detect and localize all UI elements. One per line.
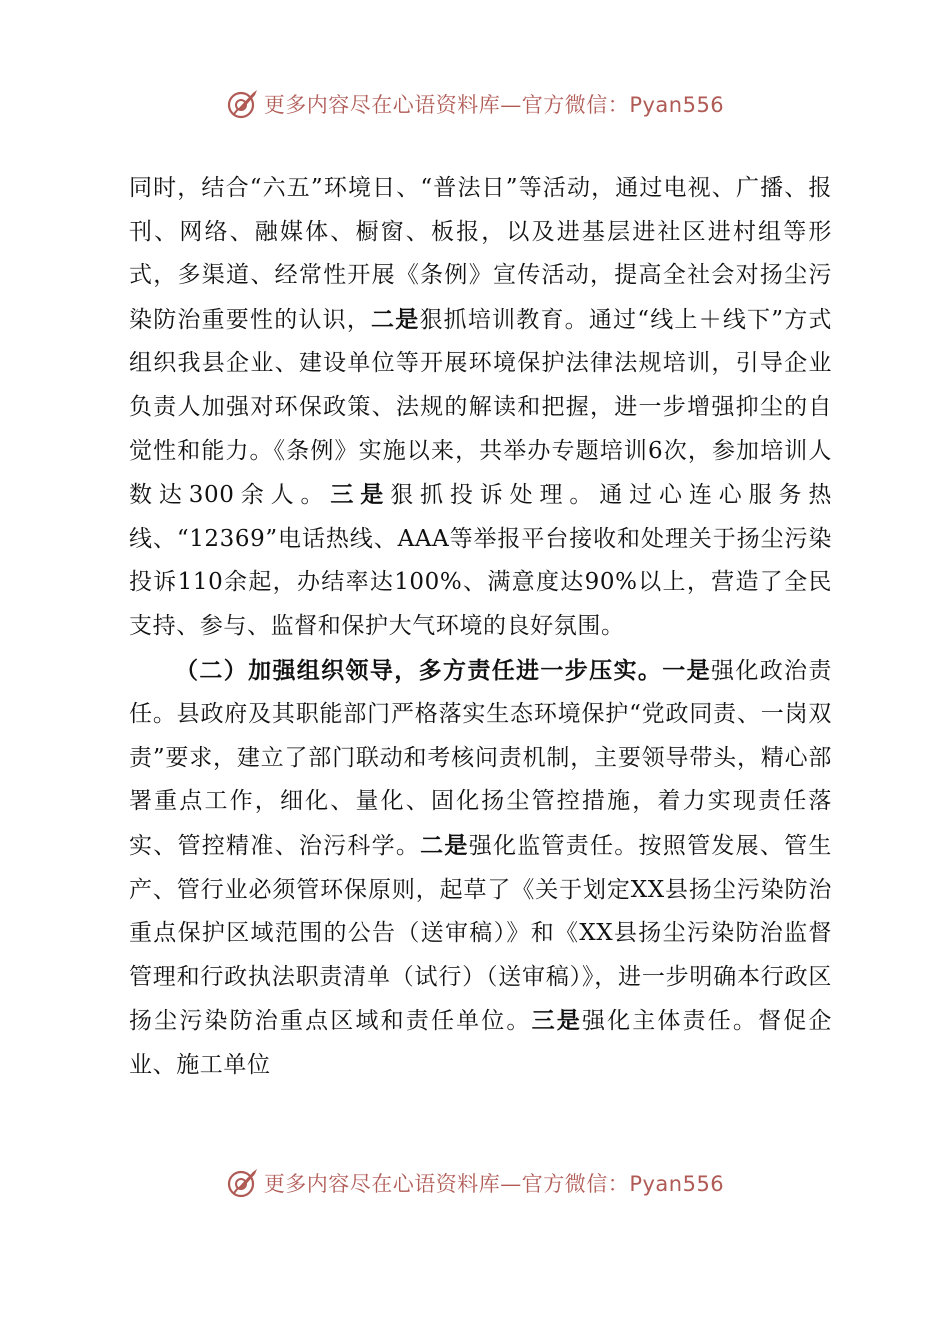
bold-run: 一是: [662, 656, 711, 684]
document-body: [129, 167, 832, 1087]
bold-run: 三是: [531, 1007, 582, 1035]
paragraph-2: [129, 649, 832, 1088]
section-heading: （二）加强组织领导，多方责任进一步压实。: [175, 656, 663, 684]
bold-run: 三是: [330, 481, 391, 509]
watermark-wechat-id: Pyan556: [629, 93, 725, 117]
text-run: 强化监管责任。按照管发展、管生产、管行业必须管环保原则，起草了《关于划定XX县扬尘污染防治重点保护区域范围的公告（送审稿）》和《XX县扬尘污染防治监督管理和行政执法职责清单（试行）（送审稿）》，进一步明确本行政区扬尘污染防治重点区域和责任单位。: [129, 832, 832, 1035]
text-run: 狠抓培训教育。通过“线上＋线下”方式组织我县企业、建设单位等开展环境保护法律法规培训，引导企业负责人加强对环保政策、法规的解读和把握，进一步增强抑尘的自觉性和能力。《条例》实施以来，共举办专题培训6次，参加培训人数达300余人。: [129, 306, 832, 509]
pen-logo-icon: [226, 87, 260, 121]
watermark-banner-bottom: [0, 1161, 950, 1205]
paragraph-1: [129, 167, 832, 649]
text-run: 狠抓投诉处理。通过心连心服务热线、“12369”电话热线、AAA等举报平台接收和处理关于扬尘污染投诉110余起，办结率达100%、满意度达90%以上，营造了全民支持、参与、监督和保护大气环境的良好氛围。: [129, 482, 833, 639]
watermark-label: 更多内容尽在心语资料库—官方微信：: [263, 1172, 630, 1196]
watermark-banner-top: [0, 82, 950, 126]
watermark-wechat-id: Pyan556: [629, 1172, 725, 1196]
bold-run: 二是: [371, 305, 420, 333]
watermark-text: [264, 89, 724, 119]
text-run: 同时，结合“六五”环境日、“普法日”等活动，通过电视、广播、报刊、网络、融媒体、橱窗、板报，以及进基层进社区进村组等形式，多渠道、经常性开展《条例》宣传活动，提高全社会对扬尘污染防治重要性的认识，: [129, 175, 832, 333]
text-run: 强化政治责任。县政府及其职能部门严格落实生态环境保护“党政同责、一岗双责”要求，建立了部门联动和考核问责机制，主要领导带头，精心部署重点工作，细化、量化、固化扬尘管控措施，着力实现责任落实、管控精准、治污科学。: [129, 657, 833, 859]
bold-run: 二是: [420, 831, 469, 859]
watermark-text: [264, 1168, 724, 1198]
text-run: 强化主体责任。督促企业、施工单位: [129, 1008, 832, 1078]
watermark-label: 更多内容尽在心语资料库—官方微信：: [263, 93, 630, 117]
pen-logo-icon: [226, 1166, 260, 1200]
